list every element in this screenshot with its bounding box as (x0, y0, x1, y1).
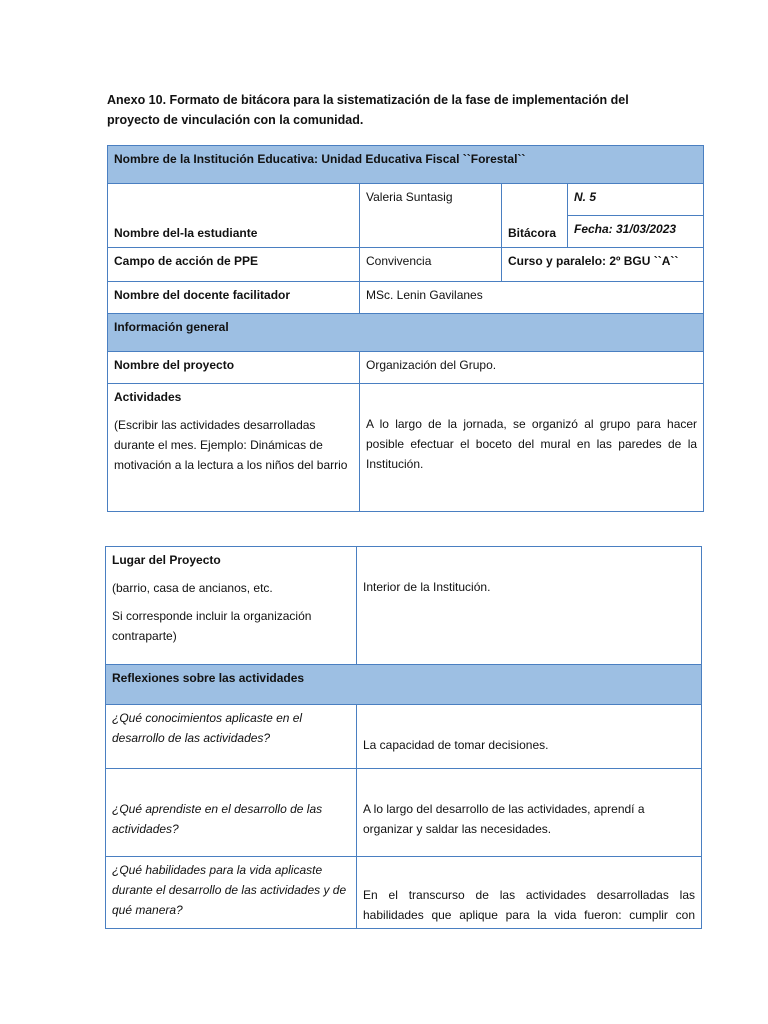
project-place-hint-counterpart: Si corresponde incluir la organización contraparte) (112, 609, 312, 643)
activities-cell (108, 384, 360, 512)
project-place-value: Interior de la Institución. (357, 547, 702, 665)
bitacora-label: Bitácora (502, 184, 568, 248)
question-life-skills: ¿Qué habilidades para la vida aplicaste durante el desarrollo de las actividades y de qué manera? (106, 857, 357, 929)
field-of-action-label: Campo de acción de PPE (108, 248, 360, 282)
institution-name: Nombre de la Institución Educativa: Unidad Educativa Fiscal ``Forestal`` (108, 146, 704, 184)
project-name-label: Nombre del proyecto (108, 352, 360, 384)
reflections-band: Reflexiones sobre las actividades (106, 665, 702, 705)
answer-life-skills-line1: En el transcurso de las actividades desarrolladas las (363, 888, 695, 902)
project-place-label: Lugar del Proyecto (112, 553, 221, 567)
answer-life-skills-line2: habilidades que aplique para la vida fueron: cumplir con (363, 908, 695, 922)
answer-learning: A lo largo del desarrollo de las actividades, aprendí a organizar y saldar las necesidades. (357, 769, 702, 857)
bitacora-date: Fecha: 31/03/2023 (568, 216, 704, 248)
question-learning: ¿Qué aprendiste en el desarrollo de las actividades? (106, 769, 357, 857)
logbook-table-general (107, 145, 704, 512)
annex-heading-line2: proyecto de vinculación con la comunidad. (107, 113, 364, 127)
answer-knowledge: La capacidad de tomar decisiones. (357, 705, 702, 769)
activities-value: A lo largo de la jornada, se organizó al grupo para hacer posible efectuar el boceto del mural en las paredes de la Institución. (360, 384, 704, 512)
activities-label: Actividades (114, 390, 182, 404)
logbook-table-reflections (105, 546, 702, 929)
field-of-action-value: Convivencia (360, 248, 502, 282)
annex-heading-line1: Anexo 10. Formato de bitácora para la sistematización de la fase de implementación del (107, 93, 629, 107)
bitacora-number: N. 5 (568, 184, 704, 216)
teacher-value: MSc. Lenin Gavilanes (360, 282, 704, 314)
project-name-value: Organización del Grupo. (360, 352, 704, 384)
teacher-label: Nombre del docente facilitador (108, 282, 360, 314)
answer-life-skills (357, 857, 702, 929)
question-knowledge: ¿Qué conocimientos aplicaste en el desarrollo de las actividades? (106, 705, 357, 769)
student-name-label: Nombre del-la estudiante (108, 184, 360, 248)
course-label: Curso y paralelo: 2º BGU ``A`` (502, 248, 704, 282)
student-name-value: Valeria Suntasig (360, 184, 502, 248)
project-place-hint: (barrio, casa de ancianos, etc. (112, 581, 273, 595)
annex-heading (107, 90, 667, 130)
activities-hint: (Escribir las actividades desarrolladas durante el mes. Ejemplo: Dinámicas de motivación a la lectura a los niños del barrio (114, 418, 348, 472)
general-info-band: Información general (108, 314, 704, 352)
project-place-cell (106, 547, 357, 665)
